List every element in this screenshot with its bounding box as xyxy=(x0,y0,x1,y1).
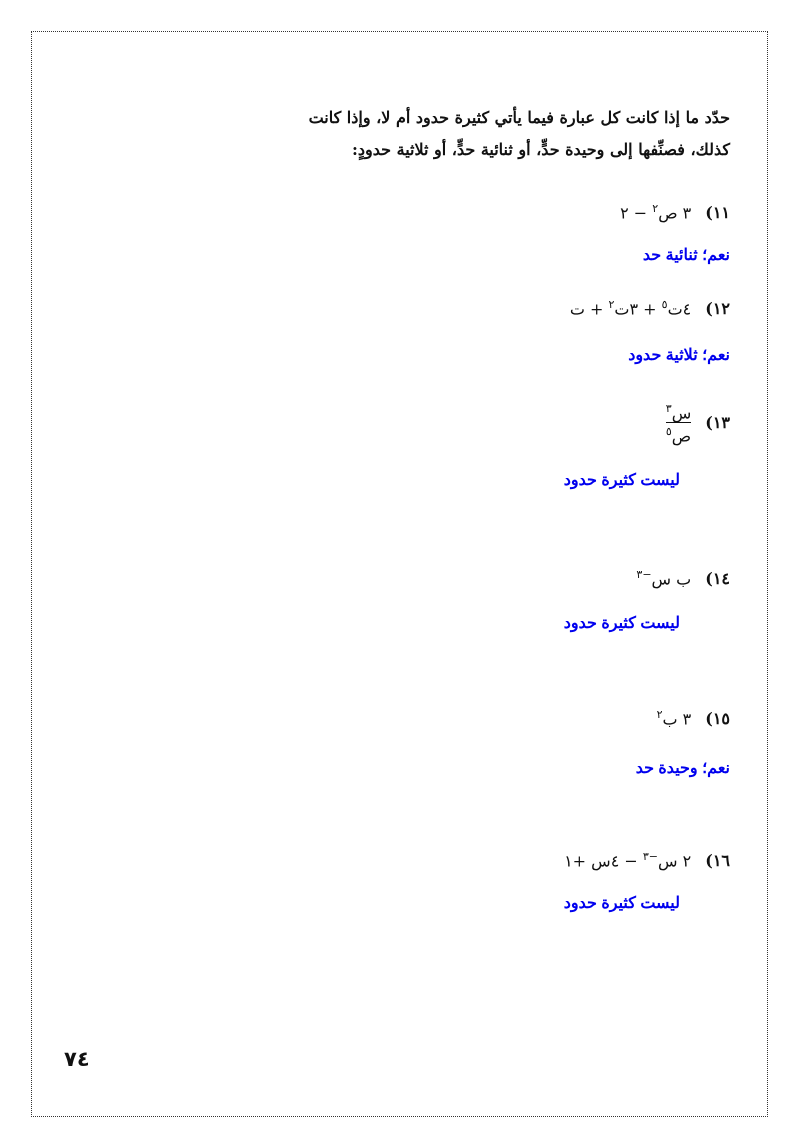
problem-expression: ٣ ب$^٢$ xyxy=(656,708,692,729)
problem-16 xyxy=(564,850,730,870)
problem-number: ١٥) xyxy=(705,708,730,728)
answer-15: نعم؛ وحيدة حد xyxy=(635,760,730,777)
answer-11: نعم؛ ثنائية حد xyxy=(642,247,730,264)
answer-16: ليست كثيرة حدود xyxy=(563,895,680,912)
answer-14: ليست كثيرة حدود xyxy=(563,615,680,632)
problem-expression: ٣ ص$^٢$ − ٢ xyxy=(620,202,692,223)
problem-expression: ب س$^{-٣}$ xyxy=(636,568,692,589)
instructions xyxy=(130,102,730,166)
problem-11 xyxy=(620,202,730,222)
page-number: ٧٤ xyxy=(64,1047,90,1071)
answer-13: ليست كثيرة حدود xyxy=(563,472,680,489)
problem-number: ١٣) xyxy=(705,413,730,433)
numerator: س$^٣$ xyxy=(665,402,692,423)
problem-expression: ٤ت$^٥$ + ٣ت$^٢$ + ت xyxy=(569,298,692,319)
problem-15 xyxy=(657,708,730,728)
denominator: ص$^٥$ xyxy=(665,425,692,446)
problem-number: ١٦) xyxy=(705,850,730,870)
problem-13 xyxy=(666,400,730,446)
answer-12: نعم؛ ثلاثية حدود xyxy=(628,347,730,364)
problem-14 xyxy=(636,568,730,588)
problem-12 xyxy=(570,298,730,318)
problem-number: ١٤) xyxy=(705,568,730,588)
problem-number: ١٢) xyxy=(705,298,730,318)
fraction xyxy=(666,400,691,446)
problem-number: ١١) xyxy=(705,202,730,222)
problem-expression: ٢ س$^{-٣}$ − ٤س +١ xyxy=(564,850,692,871)
instructions-line-1: حدّد ما إذا كانت كل عبارة فيما يأتي كثيرة حدود أم لا، وإذا كانت xyxy=(308,108,730,127)
instructions-line-2: كذلك، فصنِّفها إلى وحيدة حدٍّ، أو ثنائية حدٍّ، أو ثلاثية حدودٍ: xyxy=(352,140,730,159)
